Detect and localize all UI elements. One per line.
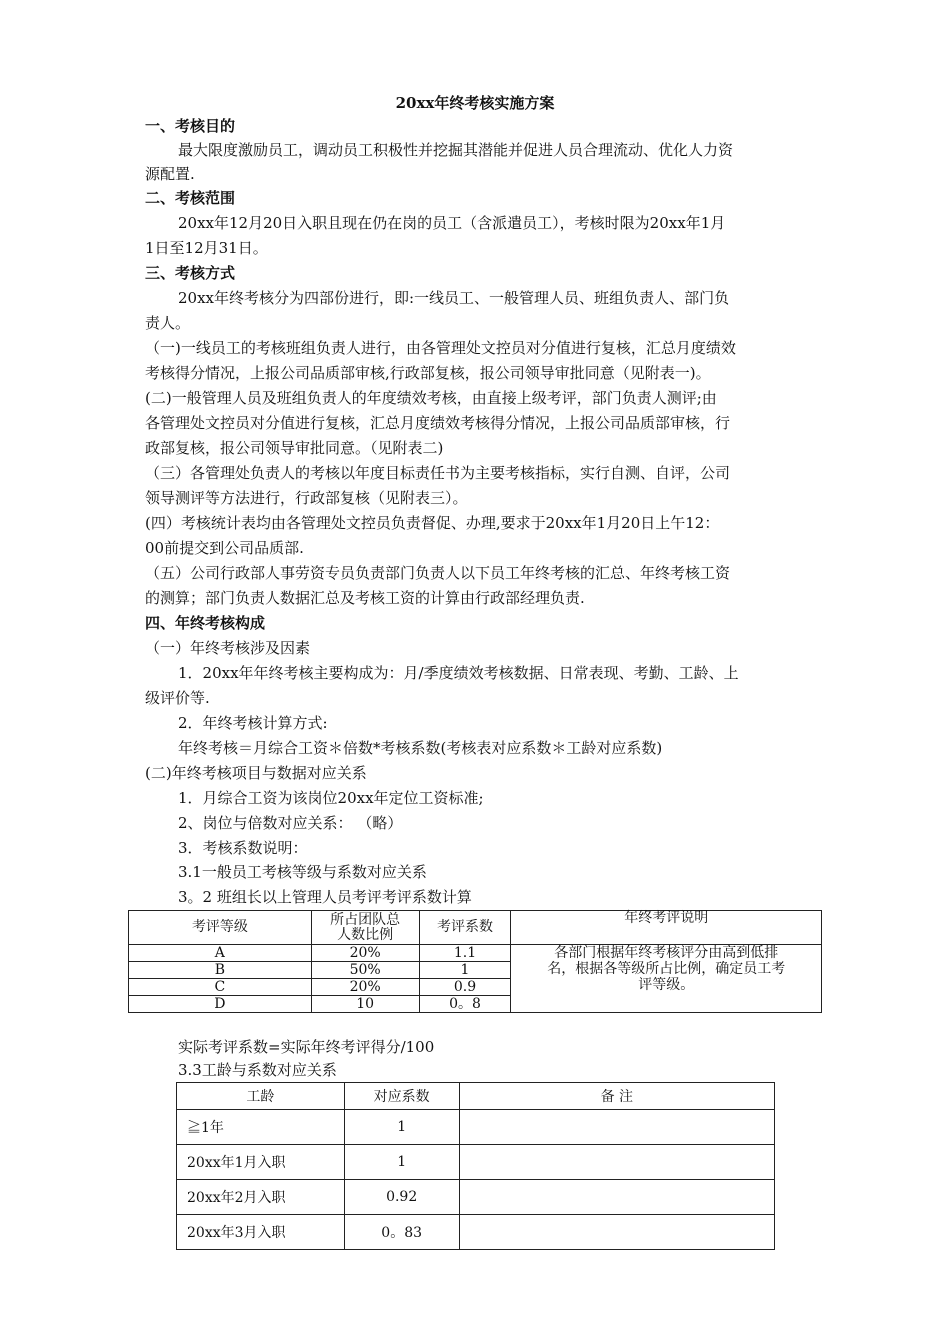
subheading: 3.3工龄与系数对应关系 (178, 1061, 337, 1079)
grade-cell: B (129, 962, 312, 979)
paragraph: 20xx年12月20日入职且现在仍在岗的员工（含派遣员工），考核时限为20xx年1月 (178, 214, 726, 232)
list-item: (二)一般管理人员及班组负责人的年度绩效考核，由直接上级考评，部门负责人测评;由 (145, 389, 717, 407)
paragraph: 3．考核系数说明： (178, 839, 308, 857)
paragraph: 1．月综合工资为该岗位20xx年定位工资标准; (178, 789, 484, 807)
header-grade: 考评等级 (129, 911, 312, 945)
ratio-cell: 20% (311, 945, 419, 962)
paragraph: 3.1一般员工考核等级与系数对应关系 (178, 863, 427, 881)
table-row (177, 1180, 775, 1215)
table-row (177, 1145, 775, 1180)
section-heading-method: 三、考核方式 (145, 264, 236, 282)
formula: 实际考评系数=实际年终考评得分/100 (178, 1038, 435, 1056)
list-item: 各管理处文控员对分值进行复核，汇总月度绩效考核得分情况，上报公司品质部审核，行 (145, 414, 731, 432)
paragraph: 2．年终考核计算方式: (178, 714, 328, 732)
list-item: （一)一线员工的考核班组负责人进行，由各管理处文控员对分值进行复核，汇总月度绩效 (145, 339, 736, 357)
grade-cell: C (129, 979, 312, 996)
ratio-cell: 50% (311, 962, 419, 979)
note-cell (459, 1215, 774, 1250)
coefficient-cell: 0。83 (344, 1215, 459, 1250)
header-note: 备 注 (459, 1083, 774, 1110)
grade-cell: D (129, 996, 312, 1013)
list-item: （三）各管理处负责人的考核以年度目标责任书为主要考核指标，实行自测、自评，公司 (145, 464, 731, 482)
grade-cell: A (129, 945, 312, 962)
header-ratio-line-1: 所占团队总 (330, 911, 401, 928)
header-seniority: 工龄 (177, 1083, 345, 1110)
ratio-cell: 20% (311, 979, 419, 996)
list-item: (四）考核统计表均由各管理处文控员负责督促、办理,要求于20xx年1月20日上午12： (145, 514, 720, 532)
seniority-cell: ≧1年 (177, 1110, 345, 1145)
seniority-cell: 20xx年1月入职 (177, 1145, 345, 1180)
paragraph: 3。2 班组长以上管理人员考评考评系数计算 (178, 888, 472, 906)
seniority-cell: 20xx年2月入职 (177, 1180, 345, 1215)
grade-coefficient-table (128, 910, 822, 1013)
table-row (129, 945, 822, 962)
header-coefficient: 考评系数 (419, 911, 511, 945)
header-coefficient: 对应系数 (344, 1083, 459, 1110)
document-title: 20xx年终考核实施方案 (395, 94, 555, 112)
paragraph: 2、岗位与倍数对应关系： （略） (178, 814, 403, 832)
coefficient-cell: 1 (344, 1110, 459, 1145)
coefficient-cell: 0。8 (419, 996, 511, 1013)
paragraph: 源配置. (145, 165, 195, 183)
paragraph: 20xx年终考核分为四部份进行，即:一线员工、一般管理人员、班组负责人、部门负 (178, 289, 730, 307)
coefficient-cell: 1 (419, 962, 511, 979)
paragraph: 1日至12月31日。 (145, 239, 268, 257)
list-item: （五）公司行政部人事劳资专员负责部门负责人以下员工年终考核的汇总、年终考核工资 (145, 564, 731, 582)
list-item: 领导测评等方法进行，行政部复核（见附表三）。 (145, 489, 468, 507)
table-row (177, 1110, 775, 1145)
note-cell (459, 1110, 774, 1145)
coefficient-cell: 0.9 (419, 979, 511, 996)
list-item: 00前提交到公司品质部. (145, 539, 304, 557)
note-cell (459, 1180, 774, 1215)
section-heading-scope: 二、考核范围 (145, 189, 236, 207)
coefficient-cell: 0.92 (344, 1180, 459, 1215)
paragraph: 1．20xx年年终考核主要构成为：月/季度绩效考核数据、日常表现、考勤、工龄、上 (178, 664, 739, 682)
description-cell (511, 945, 822, 1013)
section-heading-purpose: 一、考核目的 (145, 117, 236, 135)
coefficient-cell: 1 (344, 1145, 459, 1180)
seniority-coefficient-table (176, 1082, 775, 1250)
description-line-1: 各部门根据年终考核评分由高到低排 (554, 945, 779, 961)
description-line-2: 名，根据各等级所占比例，确定员工考 (547, 961, 786, 977)
header-ratio-line-2: 人数比例 (337, 926, 394, 943)
header-ratio (311, 911, 419, 945)
list-item: 考核得分情况，上报公司品质部审核,行政部复核，报公司领导审批同意（见附表一)。 (145, 364, 711, 382)
table-row (177, 1215, 775, 1250)
paragraph: 级评价等. (145, 689, 210, 707)
coefficient-cell: 1.1 (419, 945, 511, 962)
ratio-cell: 10 (311, 996, 419, 1013)
note-cell (459, 1145, 774, 1180)
paragraph: 责人。 (145, 314, 191, 332)
subheading: （一）年终考核涉及因素 (145, 639, 311, 657)
formula: 年终考核＝月综合工资＊倍数*考核系数(考核表对应系数＊工龄对应系数) (178, 739, 663, 757)
list-item: 的测算；部门负责人数据汇总及考核工资的计算由行政部经理负责. (145, 589, 585, 607)
section-heading-composition: 四、年终考核构成 (145, 614, 266, 632)
header-description: 年终考评说明 (511, 911, 822, 945)
seniority-cell: 20xx年3月入职 (177, 1215, 345, 1250)
paragraph: 最大限度激励员工，调动员工积极性并挖掘其潜能并促进人员合理流动、优化人力资 (178, 141, 734, 159)
list-item: 政部复核，报公司领导审批同意。（见附表二) (145, 439, 444, 457)
description-line-3: 评等级。 (638, 977, 695, 993)
subheading: (二)年终考核项目与数据对应关系 (145, 764, 367, 782)
